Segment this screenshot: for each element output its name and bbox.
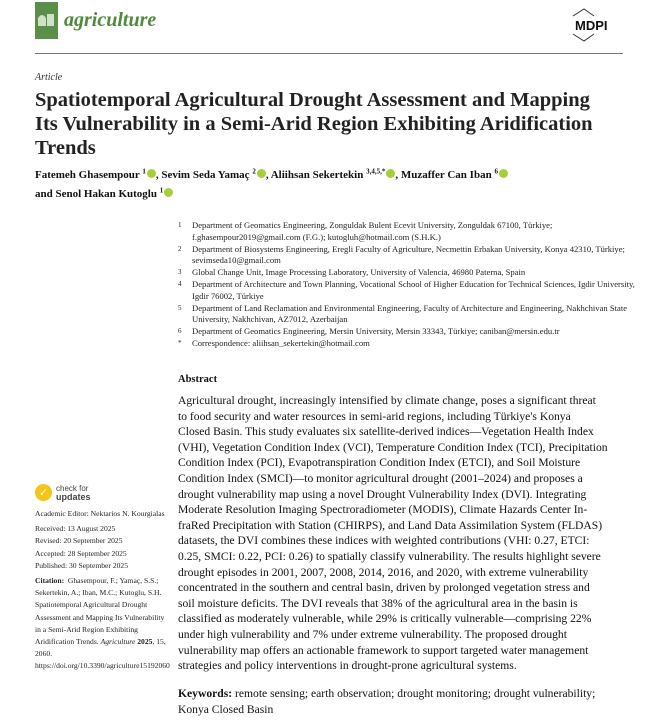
sidebar [35,508,170,676]
abstract-line: concentrated in the southern and central basin, driven by prolonged vegetation stress and [178,581,590,595]
keywords-label: Keywords: [178,687,233,700]
publisher-name: MDPI [575,18,608,33]
abstract-line: Moderate Resolution Imaging Spectroradiometer (MODIS), Climate Hazards Center In- [178,503,588,517]
revised-date: Revised: 20 September 2025 [35,536,123,546]
header-divider [35,53,623,54]
abstract-line: classified as moderately vulnerable, while 29% is critically vulnerable—comprising 22% [178,612,592,626]
abstract-line: datasets, the DVI combines these indices with weighted contributions (VHI: 0.27, ETCI: [178,534,590,548]
abstract-line: (VHI), Vegetation Condition Index (VCI), Temperature Condition Index (TCI), Precipitation [178,440,608,454]
keywords-text: remote sensing; earth observation; drought monitoring; drought vulnerability; Konya Closed Basin [178,687,596,716]
citation-label: Citation: [35,576,65,586]
abstract-line: drought vulnerability map using a novel Drought Vulnerability Index (DVI). Integrating [178,487,587,501]
abstract-line: under high vulnerability and 7% under extreme vulnerability. The proposed drought [178,627,567,641]
abstract-line: Closed Basin. This study evaluates six satellite-derived indices—Vegetation Health Index [178,425,594,439]
abstract-line: vulnerability map offers an actionable framework to support targeted water management [178,643,589,657]
academic-editor: Academic Editor: Nektarios N. Kourgialas [35,509,165,518]
orcid-icon[interactable] [147,169,156,178]
abstract-line: soil moisture deficits. The DVI reveals that 38% of the agricultural area in the basin is [178,596,578,610]
published-date: Published: 30 September 2025 [35,560,129,570]
orcid-icon[interactable] [499,169,508,178]
abstract-line: Condition Index (PCI), Evapotranspiration Condition Index (ETCI), and Soil Moisture [178,456,581,470]
orcid-icon[interactable] [386,169,395,178]
abstract-line: to food security and water resources in semi-arid regions, including Türkiye's Konya [178,409,571,423]
article-type: Article [35,72,63,83]
author[interactable]: Muzaffer Can Iban $^6$ [401,169,508,181]
author[interactable]: Fatemeh Ghasempour $^1$ [35,169,156,181]
affiliations [178,220,637,350]
author-line: Fatemeh Ghasempour $^1$ , Sevim Seda Yamaç $^2$ , Aliihsan Sekertekin $^{3,4,5,*}$ , Muzaffer Can Iban $^6$ [35,166,508,185]
mdpi-logo [570,8,618,42]
orcid-icon[interactable] [164,188,173,197]
abstract-line: strategies and policy interventions in drought-prone agricultural systems. [178,659,517,673]
abstract-line: drought episodes in 2001, 2007, 2008, 2014, 2016, and 2020, with extreme vulnerability [178,565,589,579]
affiliation: 6 Department of Geomatics Engineering, Mersin University, Mersin 33343, Türkiye; caniban@mersin.edu.tr [178,326,560,337]
abstract-line: 0.25, SMCI: 0.22, PCI: 0.26) to spatially classify vulnerability. The results highlight severe [178,549,601,563]
author[interactable]: Senol Hakan Kutoglu $^1$ [56,188,174,200]
doi-link[interactable]: , 15, 2060. https://doi.org/10.3390/agriculture15192060 [35,637,170,671]
citation-text: Ghasempour, F.; Yamaç, S.S.; Sekertekin, A.; Iban, M.C.; Kutoglu, S.H. Spatiotemporal Agricultural Drought Assessment and Mapping Its Vulnerability in a Semi-Arid Region Exhibiting Aridification Trends. [35,576,165,647]
citation [35,575,170,673]
author[interactable]: Sevim Seda Yamaç $^2$ [161,169,265,181]
affiliation: 1 Department of Geomatics Engineering, Zonguldak Bulent Ecevit University, Zonguldak 67100, Türkiye; f.ghasempour2019@gmail.com (F.G.); kutogluh@hotmail.com (S.H.K.) [178,220,553,242]
affiliation: 3 Global Change Unit, Image Processing Laboratory, University of Valencia, 46980 Paterna, Spain [178,267,526,278]
keywords [178,686,628,717]
affiliation: 5 Department of Land Reclamation and Environmental Engineering, Faculty of Architecture and Engineering, Nakhchivan State University, Nakhchivan, AZ7012, Azerbaijan [178,302,628,325]
check-label: check for [56,483,89,493]
abstract-line: fraRed Precipitation with Station (CHIRPS), and Land Data Assimilation System (FLDAS) [178,518,603,532]
received-date: Received: 13 August 2025 [35,524,116,534]
author[interactable]: Aliihsan Sekertekin $^{3,4,5,*}$ [271,169,396,181]
checkmark-icon: ✓ [35,484,52,501]
updates-label: updates [56,491,91,502]
check-for-updates-button[interactable] [35,484,91,501]
author-line [35,185,508,204]
abstract-text [178,393,608,674]
journal-logo [35,2,58,39]
affiliation: 2 Department of Biosystems Engineering, Eregli Faculty of Agriculture, Necmettin Erbakan University, Konya 42310, Türkiye; sevimseda10@gmail.com [178,243,625,266]
journal-name: agriculture [64,9,157,31]
abstract-line: Agricultural drought, increasingly intensified by climate change, poses a significant threat [178,394,596,407]
citation-year: 2025 [137,637,153,647]
affiliation: 4 Department of Architecture and Town Planning, Vocational School of Higher Education for Technical Sciences, Igdir University, Igdir 76002, Türkiye [178,278,635,301]
abstract-heading: Abstract [178,374,218,385]
and-text: and [35,188,53,200]
correspondence: * Correspondence: aliihsan_sekertekin@hotmail.com [178,337,370,348]
abstract-line: Condition Index (SMCI)—to monitor agricultural drought (2001–2024) and proposes a [178,471,583,485]
orcid-icon[interactable] [257,169,266,178]
author-list [35,166,508,204]
citation-journal: Agriculture [100,637,136,647]
paper-title: Spatiotemporal Agricultural Drought Assessment and Mapping Its Vulnerability in a Semi-Arid Region Exhibiting Aridification Trends [35,89,593,159]
accepted-date: Accepted: 28 September 2025 [35,548,127,558]
